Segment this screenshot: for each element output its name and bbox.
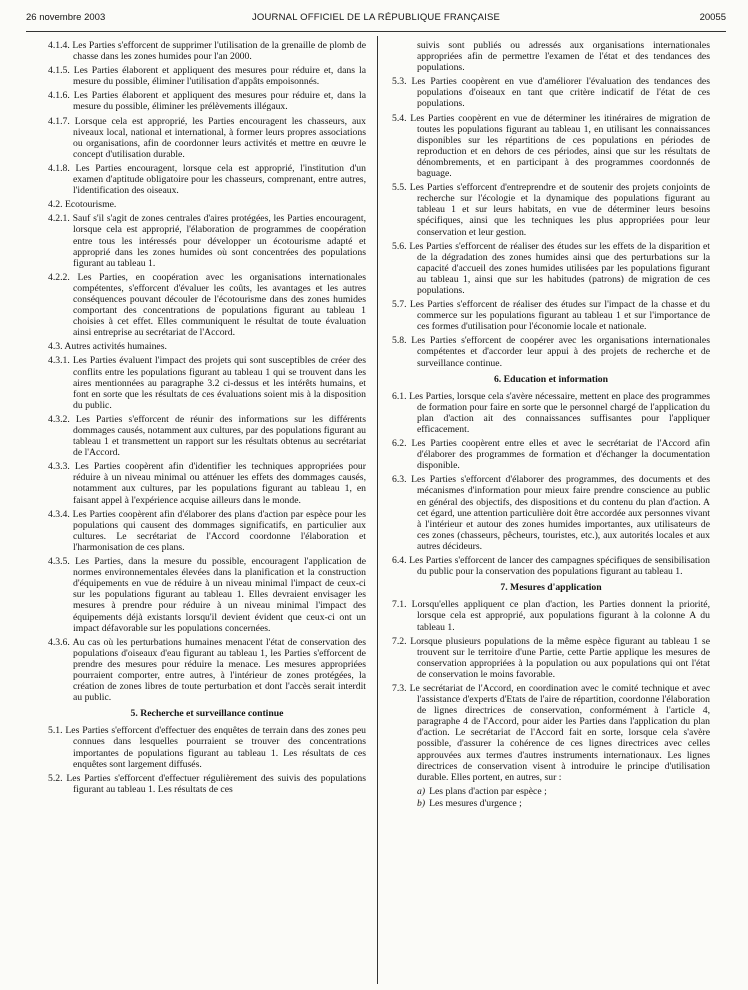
numbered-paragraph: 7.2. Lorsque plusieurs populations de la même espèce figurant au tableau 1 se trouvent sur le territoire d'une Partie, cette Partie applique les mesures de conservation appropriées à la population ou aux populations qui ont l'état de conservation le moins favorable. xyxy=(392,635,710,680)
numbered-paragraph: 4.3.2. Les Parties s'efforcent de réunir des informations sur les différents dommages causés, notamment aux cultures, par des populations figurant au tableau 1 et transmettent un rapport sur les résultats obtenus au secrétariat de l'Accord. xyxy=(48,413,366,459)
numbered-paragraph: 4.1.5. Les Parties élaborent et appliquent des mesures pour réduire et, dans la mesure du possible, éliminer l'utilisation d'appâts empoisonnés. xyxy=(48,65,366,88)
section-heading: 7. Mesures d'application xyxy=(500,582,602,594)
numbered-paragraph: 5.1. Les Parties s'efforcent d'effectuer des enquêtes de terrain dans des zones peu connues dans lesquelles pourraient se trouver des concentrations importantes de populations figurant au tableau 1. Les résultats de ces enquêtes sont largement diffusés. xyxy=(48,725,366,770)
list-item xyxy=(392,786,710,797)
numbered-paragraph: 6.3. Les Parties s'efforcent d'élaborer des programmes, des documents et des mécanismes d'information pour mieux faire prendre conscience au public en général des objectifs, des dispositions et du contenu du plan d'action. A cet égard, une attention particulière doit être accordée aux personnes vivant à l'intérieur et autour des zones humides importantes, aux utilisateurs de ces zones (chasseurs, pêcheurs, touristes, etc.), aux autorités locales et aux autres décideurs. xyxy=(392,474,710,552)
list-marker: b) xyxy=(417,797,426,809)
section-heading: 6. Education et information xyxy=(493,373,609,385)
issue-date: 26 novembre 2003 xyxy=(26,12,106,23)
page-header xyxy=(26,12,726,28)
section-heading: 5. Recherche et surveillance continue xyxy=(130,708,284,720)
numbered-paragraph: 4.1.8. Les Parties encouragent, lorsque cela est approprié, l'institution d'un examen d'aptitude obligatoire pour les chasseurs, comprenant, entre autres, l'identification des oiseaux. xyxy=(48,162,366,197)
numbered-paragraph: 4.3.6. Au cas où les perturbations humaines menacent l'état de conservation des populations d'oiseaux d'eau figurant au tableau 1, les Parties s'efforcent de prendre des mesures pour réduire la menace. Les mesures appropriées pourraient comporter, entre autres, à l'intérieur de zones protégées, la création de zones libres de toute perturbation et dont l'accès serait interdit au public. xyxy=(48,636,366,704)
numbered-paragraph: 4.3. Autres activités humaines. xyxy=(48,341,167,353)
numbered-paragraph: 7.1. Lorsqu'elles appliquent ce plan d'action, les Parties donnent la priorité, lorsque cela est approprié, aux populations figurant à la colonne A du tableau 1. xyxy=(392,599,710,633)
numbered-paragraph: 6.4. Les Parties s'efforcent de lancer des campagnes spécifiques de sensibilisation du public pour la conservation des populations figurant au tableau 1. xyxy=(392,555,710,578)
numbered-paragraph: 4.3.5. Les Parties, dans la mesure du possible, encouragent l'application de normes environnementales élevées dans la planification et la construction d'équipements en vue de réduire à un niveau minimal l'impact de ceux-ci sur les populations figurant au tableau 1. Elles devraient envisager les mesures à prendre pour réduire à un niveau minimal l'impact des équipements déjà existants lorsqu'il devient évident que ceux-ci ont un impact défavorable sur les populations concernées. xyxy=(48,556,366,634)
numbered-paragraph: 4.3.1. Les Parties évaluent l'impact des projets qui sont susceptibles de créer des conflits entre les populations figurant au tableau 1 qui se trouvent dans les aires mentionnées au paragraphe 3.2 ci-dessus et les intérêts humains, et font en sorte que les résultats de ces évaluations soient mis à la disposition du public. xyxy=(48,355,366,411)
list-marker: a) xyxy=(417,785,426,797)
list-item-text: Les plans d'action par espèce ; xyxy=(429,785,547,797)
numbered-paragraph: 4.1.4. Les Parties s'efforcent de supprimer l'utilisation de la grenaille de plomb de chasse dans les zones humides pour l'an 2000. xyxy=(48,40,366,63)
numbered-paragraph: 4.2. Ecotourisme. xyxy=(48,199,117,211)
numbered-paragraph: 7.3. Le secrétariat de l'Accord, en coordination avec le comité technique et avec l'assistance d'experts d'Etats de l'aire de répartition, coordonne l'élaboration de lignes directrices de conservation, conformément à l'article 4, paragraphe 4 de l'Accord, pour aider les Parties dans l'application du plan d'action. Le secrétariat de l'Accord fait en sorte, lorsque cela s'avère possible, d'assurer la cohérence de ces lignes directrices avec celles approuvées aux termes d'autres instruments internationaux. Les lignes directrices de conservation visent à introduire le principe d'utilisation durable. Elles portent, en autres, sur : xyxy=(392,682,710,783)
numbered-paragraph: 5.4. Les Parties coopèrent en vue de déterminer les itinéraires de migration de toutes les populations figurant au tableau 1, en utilisant les connaissances disponibles sur les répartitions de ces populations en périodes de reproduction et en dehors de ces périodes, ainsi que sur les résultats de dénombrements, et en participant à des programmes coordonnés de baguage. xyxy=(392,112,710,180)
numbered-paragraph: 4.1.6. Les Parties élaborent et appliquent des mesures pour réduire et, dans la mesure du possible, éliminer les prélèvements illégaux. xyxy=(48,90,366,113)
left-column xyxy=(48,40,366,798)
numbered-paragraph: 6.1. Les Parties, lorsque cela s'avère nécessaire, mettent en place des programmes de formation pour faire en sorte que le personnel chargé de l'application du plan d'action ait des connaissances suffisantes pour l'appliquer efficacement. xyxy=(392,390,710,435)
page-number: 20055 xyxy=(699,12,726,23)
column-divider xyxy=(377,36,378,984)
paragraph-continuation: suivis sont publiés ou adressés aux organisations internationales appropriées afin de permettre l'examen de l'état et des tendances des populations. xyxy=(417,40,710,74)
right-column xyxy=(392,40,710,810)
list-item xyxy=(392,798,710,809)
numbered-paragraph: 5.6. Les Parties s'efforcent de réaliser des études sur les effets de la disparition et de la dégradation des zones humides ainsi que des perturbations sur la capacité d'accueil des zones humides utilisées par les populations figurant au tableau 1, ainsi que sur les habitudes (patrons) de migration de ces populations. xyxy=(392,240,710,296)
list-item-text: Les mesures d'urgence ; xyxy=(429,797,522,809)
journal-title: JOURNAL OFFICIEL DE LA RÉPUBLIQUE FRANÇAISE xyxy=(251,12,501,23)
numbered-paragraph: 5.5. Les Parties s'efforcent d'entreprendre et de soutenir des projets conjoints de recherche sur l'écologie et la dynamique des populations figurant au tableau 1 et sur leurs habitats, en vue de déterminer leurs besoins spécifiques, ainsi que les techniques les plus appropriées pour leur conservation et leur gestion. xyxy=(392,182,710,238)
numbered-paragraph: 5.2. Les Parties s'efforcent d'effectuer régulièrement des suivis des populations figurant au tableau 1. Les résultats de ces xyxy=(48,772,366,795)
header-rule xyxy=(26,31,726,32)
numbered-paragraph: 4.2.1. Sauf s'il s'agit de zones centrales d'aires protégées, les Parties encouragent, lorsque cela est approprié, l'élaboration de programmes de coopération entre tous les intéressés pour développer un écotourisme adapté et approprié dans les zones humides où sont concentrées des populations figurant au tableau 1. xyxy=(48,213,366,269)
numbered-paragraph: 4.1.7. Lorsque cela est approprié, les Parties encouragent les chasseurs, aux niveaux local, national et international, à former leurs propres associations ou organisations, afin de coordonner leurs activités et mettre en œuvre le concept d'utilisation durable. xyxy=(48,115,366,160)
numbered-paragraph: 5.8. Les Parties s'efforcent de coopérer avec les organisations internationales compétentes et d'accorder leur appui à des projets de recherche et de surveillance continue. xyxy=(392,335,710,369)
numbered-paragraph: 5.7. Les Parties s'efforcent de réaliser des études sur l'impact de la chasse et du commerce sur les populations figurant au tableau 1 et sur l'importance de ces formes d'utilisation pour l'économie locale et nationale. xyxy=(392,299,710,333)
numbered-paragraph: 4.2.2. Les Parties, en coopération avec les organisations internationales compétentes, s'efforcent d'évaluer les coûts, les avantages et les autres conséquences pouvant découler de l'écotourisme dans des zones humides comportant des concentrations de populations figurant au tableau 1 choisies à cet effet. Elles communiquent le résultat de toute évaluation ainsi entreprise au secrétariat de l'Accord. xyxy=(48,271,366,339)
numbered-paragraph: 4.3.4. Les Parties coopèrent afin d'élaborer des plans d'action par espèce pour les populations qui causent des dommages significatifs, en particulier aux cultures. Le secrétariat de l'Accord coordonne l'élaboration et l'harmonisation de ces plans. xyxy=(48,508,366,553)
numbered-paragraph: 5.3. Les Parties coopèrent en vue d'améliorer l'évaluation des tendances des populations d'oiseaux en tant que critère indicatif de l'état de ces populations. xyxy=(392,76,710,110)
numbered-paragraph: 6.2. Les Parties coopèrent entre elles et avec le secrétariat de l'Accord afin d'élaborer des programmes de formation et d'échanger la documentation disponible. xyxy=(392,438,710,472)
numbered-paragraph: 4.3.3. Les Parties coopèrent afin d'identifier les techniques appropriées pour réduire à un niveau minimal ou atténuer les effets des dommages causés, notamment aux cultures, par les populations figurant au tableau 1, en faisant appel à l'expérience acquise ailleurs dans le monde. xyxy=(48,461,366,506)
